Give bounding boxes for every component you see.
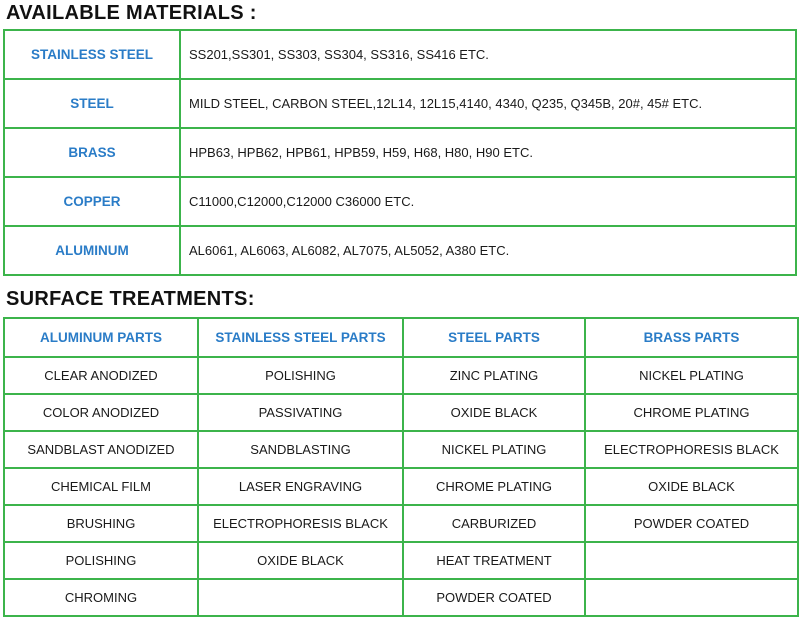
column-header-stainless-steel: STAINLESS STEEL PARTS [198,318,403,357]
column-header-aluminum: ALUMINUM PARTS [4,318,198,357]
material-name: COPPER [4,177,180,226]
materials-heading: AVAILABLE MATERIALS : [6,2,257,24]
table-cell: NICKEL PLATING [585,357,798,394]
material-grades: C11000,C12000,C12000 C36000 ETC. [180,177,796,226]
table-cell: PASSIVATING [198,394,403,431]
table-row [4,357,798,394]
surface-treatments-heading: SURFACE TREATMENTS: [6,288,255,310]
table-cell: SANDBLAST ANODIZED [4,431,198,468]
table-cell: ELECTROPHORESIS BLACK [198,505,403,542]
table-cell: OXIDE BLACK [585,468,798,505]
table-cell: OXIDE BLACK [198,542,403,579]
table-cell: CHEMICAL FILM [4,468,198,505]
table-cell [198,579,403,616]
table-cell: HEAT TREATMENT [403,542,585,579]
surface-treatments-table [3,317,799,617]
table-row [4,542,798,579]
table-cell: CLEAR ANODIZED [4,357,198,394]
table-cell: ELECTROPHORESIS BLACK [585,431,798,468]
table-cell: POLISHING [198,357,403,394]
table-row [4,394,798,431]
materials-table [3,29,797,276]
material-name: ALUMINUM [4,226,180,275]
table-cell: LASER ENGRAVING [198,468,403,505]
table-cell [585,579,798,616]
table-cell: POLISHING [4,542,198,579]
table-cell: BRUSHING [4,505,198,542]
table-row [4,30,796,79]
table-cell: COLOR ANODIZED [4,394,198,431]
table-cell: SANDBLASTING [198,431,403,468]
table-row [4,505,798,542]
table-cell: CARBURIZED [403,505,585,542]
column-header-brass: BRASS PARTS [585,318,798,357]
material-grades: MILD STEEL, CARBON STEEL,12L14, 12L15,4140, 4340, Q235, Q345B, 20#, 45# ETC. [180,79,796,128]
table-cell: POWDER COATED [403,579,585,616]
material-grades: SS201,SS301, SS303, SS304, SS316, SS416 ETC. [180,30,796,79]
table-cell: CHROMING [4,579,198,616]
table-cell: NICKEL PLATING [403,431,585,468]
table-cell: OXIDE BLACK [403,394,585,431]
table-row [4,177,796,226]
table-row [4,79,796,128]
material-name: STEEL [4,79,180,128]
table-cell: CHROME PLATING [403,468,585,505]
material-name: STAINLESS STEEL [4,30,180,79]
table-cell: ZINC PLATING [403,357,585,394]
table-row [4,579,798,616]
table-cell [585,542,798,579]
column-header-steel: STEEL PARTS [403,318,585,357]
material-grades: AL6061, AL6063, AL6082, AL7075, AL5052, A380 ETC. [180,226,796,275]
table-cell: CHROME PLATING [585,394,798,431]
table-row [4,468,798,505]
table-row [4,431,798,468]
table-cell: POWDER COATED [585,505,798,542]
table-header-row [4,318,798,357]
table-row [4,128,796,177]
material-grades: HPB63, HPB62, HPB61, HPB59, H59, H68, H80, H90 ETC. [180,128,796,177]
table-row [4,226,796,275]
material-name: BRASS [4,128,180,177]
